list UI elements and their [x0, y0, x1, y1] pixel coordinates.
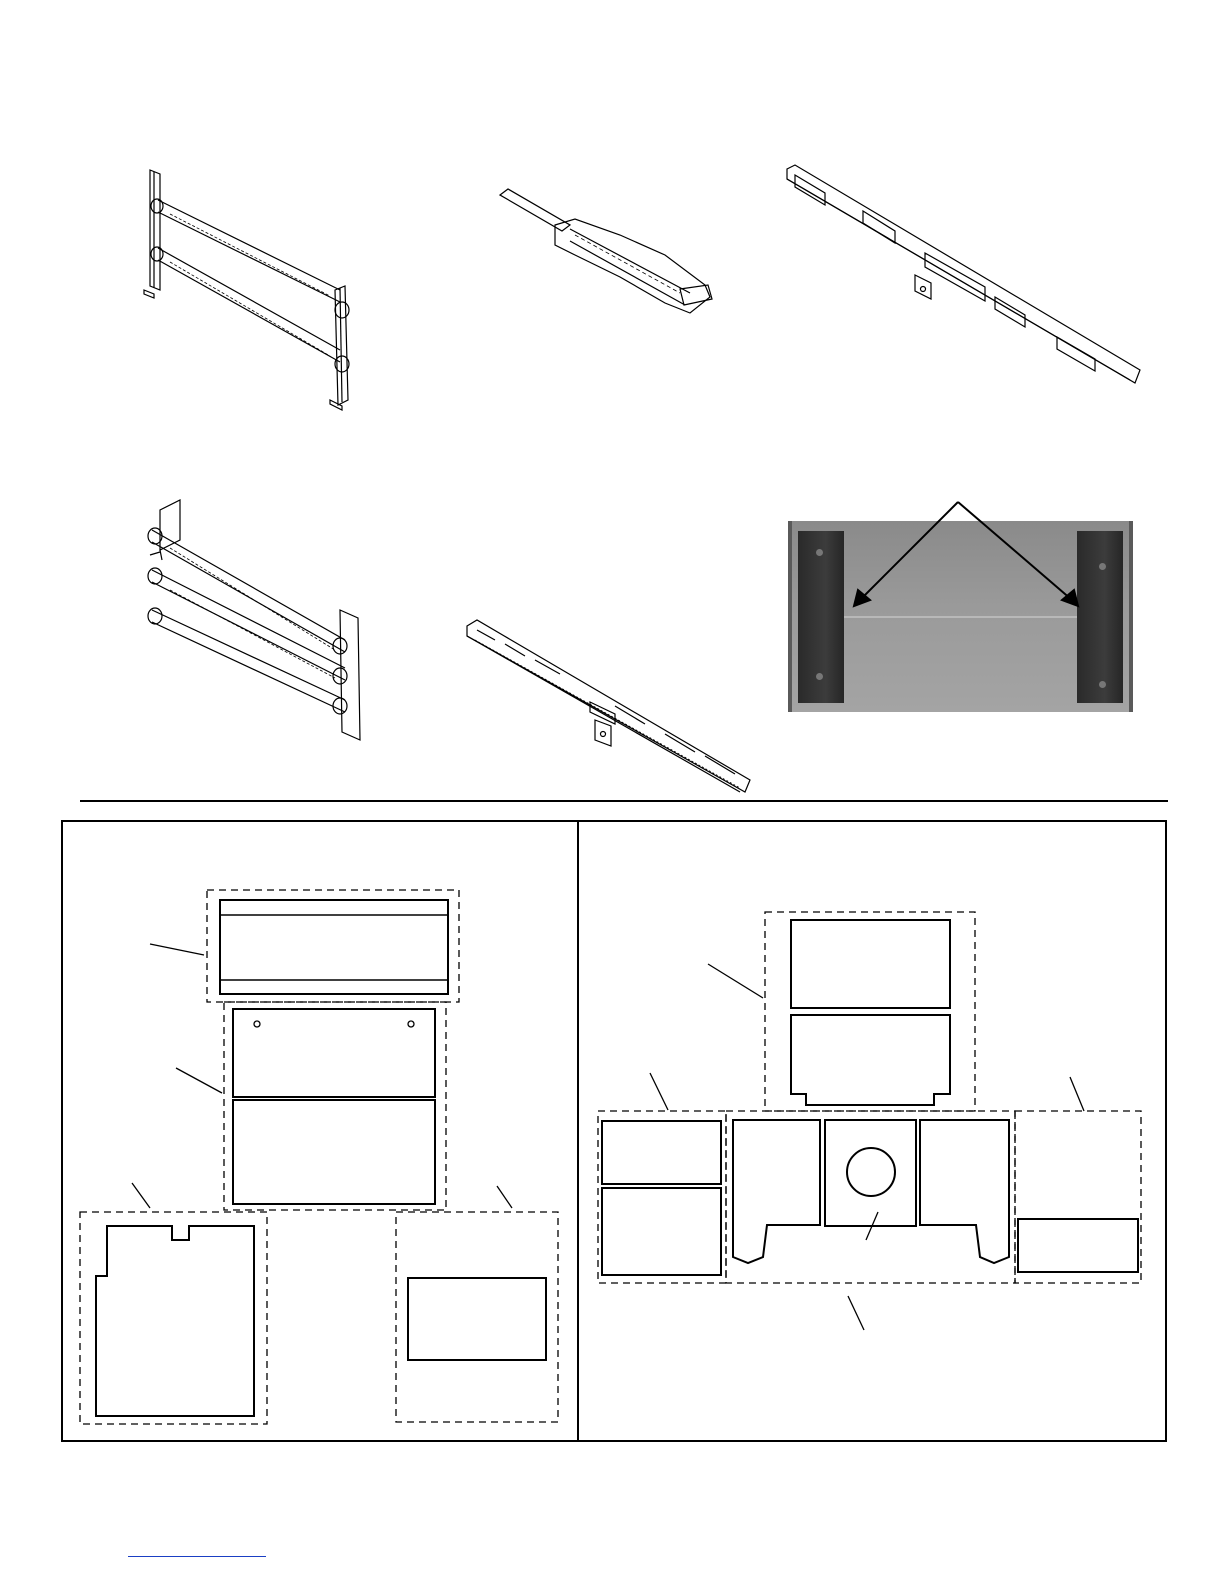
baffle-support-channel-figure	[785, 165, 1145, 390]
section-divider-rule	[80, 800, 1168, 802]
bolt-icon	[1099, 563, 1106, 570]
bolt-icon	[1099, 681, 1106, 688]
photo-callout-arrows	[840, 500, 1090, 620]
bolt-icon	[816, 549, 823, 556]
air-tube-bracket-figure	[500, 185, 720, 320]
grate-assembly-three-rail-figure	[140, 500, 370, 750]
grate-assembly-two-rail-figure	[130, 160, 370, 410]
baffle-support-channel-detail-figure	[465, 620, 755, 800]
bolt-icon	[816, 673, 823, 680]
photo-edge-stripe	[788, 521, 792, 712]
brick-retainer-left	[798, 531, 844, 703]
left-firebrick-layout-diagram	[63, 822, 577, 1440]
footer-link[interactable]	[128, 1556, 266, 1557]
right-firebrick-layout-diagram	[579, 822, 1165, 1440]
photo-edge-stripe	[1129, 521, 1133, 712]
